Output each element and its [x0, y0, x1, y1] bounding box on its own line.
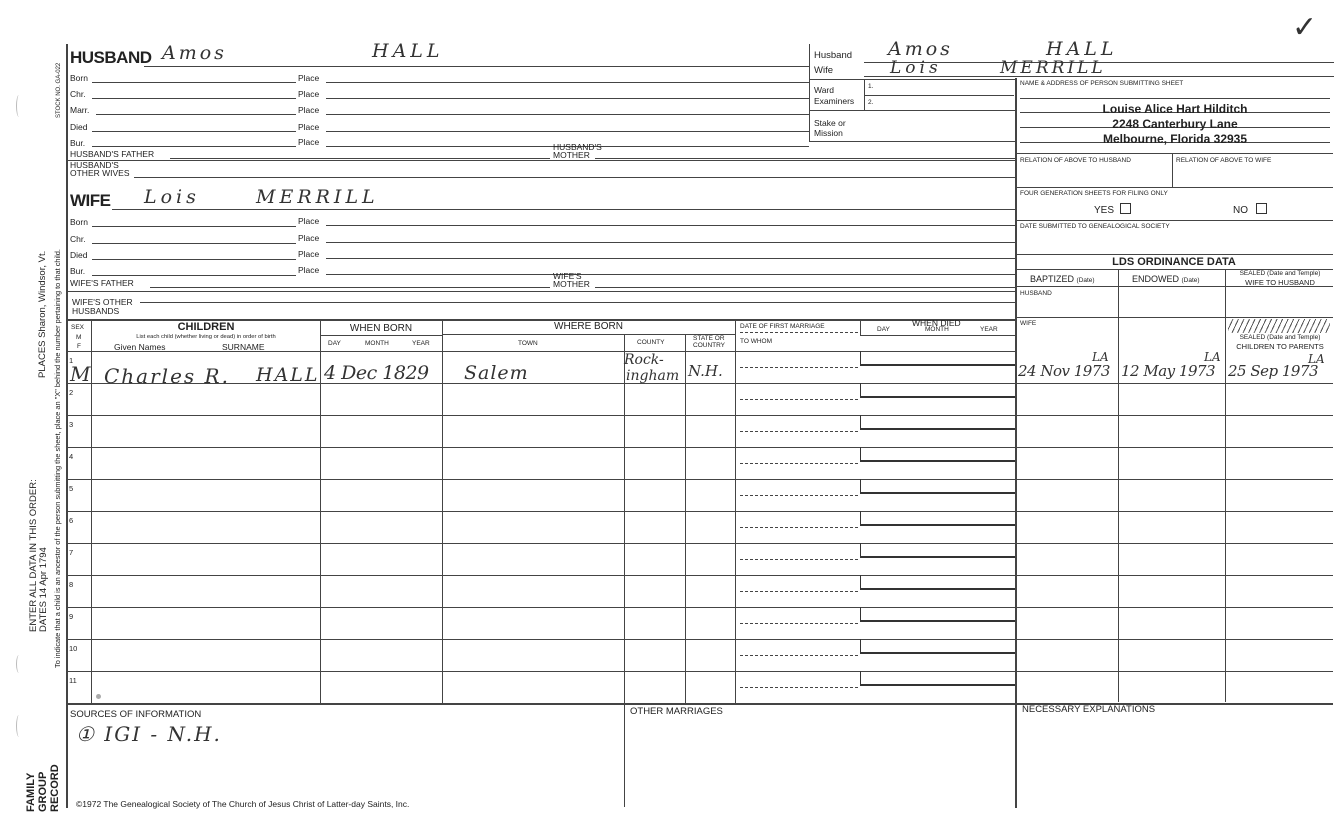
child1-sex: M [70, 362, 91, 386]
wife-mother-line [595, 287, 1015, 288]
wife-mother-label-2: MOTHER [553, 279, 590, 289]
husband-died-line [92, 131, 296, 132]
date-submitted-label: DATE SUBMITTED TO GENEALOGICAL SOCIETY [1020, 223, 1170, 230]
child-row-separator [66, 671, 1333, 672]
four-gen-label: FOUR GENERATION SHEETS FOR FILING ONLY [1020, 190, 1168, 197]
child-row-number: 7 [69, 548, 74, 557]
examiners-label: Examiners [814, 96, 855, 106]
lds-child1-baptized: 24 Nov 1973 [1018, 362, 1110, 380]
examiner-1: 1. [868, 83, 874, 90]
stock-number: STOCK NO. GA-022 [56, 62, 62, 118]
husband-chr-line [92, 98, 296, 99]
child-row-separator [66, 415, 1333, 416]
examiner-mid-line [864, 95, 1014, 96]
submitter-name: Louise Alice Hart Hilditch [1102, 102, 1248, 116]
stake-bottom-line [809, 141, 1015, 142]
child-row-number: 2 [69, 388, 74, 397]
died-bracket [860, 351, 1015, 366]
header-wife-line [864, 76, 1334, 77]
lds-endowed-text: ENDOWED [1132, 274, 1179, 284]
lds-husband-row: HUSBAND [1020, 290, 1052, 297]
marriage-date-dash [740, 655, 858, 656]
child-row-separator [66, 511, 1333, 512]
marriage-date-dash [740, 399, 858, 400]
wife-surname: MERRILL [256, 186, 379, 208]
husband-marr-place-label: Place [298, 105, 320, 115]
ward-label: Ward [814, 85, 834, 95]
wife-born-place-label: Place [298, 216, 320, 226]
four-gen-top-line [1015, 187, 1333, 188]
family-group-record-2: GROUP [37, 771, 49, 812]
lds-wife-row: WIFE [1020, 320, 1037, 327]
margin-instructions: To indicate that a child is an ancestor of the person submitting the sheet, place an "X" behind the number pertaining to that child. [53, 249, 62, 668]
lds-baptized-sub: (Date) [1076, 277, 1095, 284]
husband-died-place-label: Place [298, 122, 320, 132]
lds-child1-sealed: 25 Sep 1973 [1228, 362, 1319, 380]
lds-col-divider-2 [1225, 269, 1226, 702]
died-bracket [860, 607, 1015, 622]
child-row-number: 6 [69, 516, 74, 525]
child-row-number: 1 [69, 356, 74, 365]
husband-marr-line [96, 114, 296, 115]
submitter-city: Melbourne, Florida 32935 [1102, 132, 1248, 146]
wife-bur-place-line [326, 274, 1015, 275]
row11-dot [96, 694, 101, 699]
header-box-left [809, 44, 810, 142]
marriage-date-dash [740, 687, 858, 688]
children-label: CHILDREN [177, 321, 235, 333]
marriage-date-dash [740, 431, 858, 432]
husband-died-place-line [326, 131, 809, 132]
header-husband-given: Amos [888, 38, 953, 60]
child-row-number: 8 [69, 580, 74, 589]
lds-sealed-children-2: CHILDREN TO PARENTS [1236, 342, 1324, 351]
wife-father-label: WIFE'S FATHER [70, 278, 134, 288]
stake-label-2: Mission [814, 128, 843, 138]
child1-county-1: Rock- [624, 352, 664, 368]
husband-other-wives-line [134, 177, 1015, 178]
husband-given-name: Amos [162, 42, 227, 64]
yes-checkbox[interactable] [1120, 203, 1131, 214]
child1-surname: HALL [256, 364, 320, 386]
lds-endowed [1132, 274, 1200, 284]
husband-died-label: Died [70, 122, 88, 132]
binder-hole [16, 715, 22, 737]
died-bracket [860, 575, 1015, 590]
died-bracket [860, 639, 1015, 654]
child1-born: 4 Dec 1829 [324, 362, 429, 384]
submitter-line-1 [1020, 98, 1330, 99]
lds-sealed-2: WIFE TO HUSBAND [1245, 278, 1315, 287]
wife-died-label: Died [70, 250, 88, 260]
family-group-record-3: RECORD [49, 764, 61, 812]
when-born-sub-line [320, 335, 442, 336]
necessary-explanations-label: NECESSARY EXPLANATIONS [1022, 704, 1156, 715]
other-marriages-label: OTHER MARRIAGES [630, 706, 723, 717]
county-col-divider [685, 335, 686, 703]
wife-chr-place-label: Place [298, 233, 320, 243]
wife-father-line [150, 287, 550, 288]
child-row-separator [66, 607, 1333, 608]
wife-chr-label: Chr. [70, 234, 86, 244]
child-row-number: 3 [69, 420, 74, 429]
lds-husband-line [1015, 317, 1333, 318]
wife-mother-label-1: WIFE'S [553, 271, 582, 281]
lds-sealed-children-1: SEALED (Date and Temple) [1239, 334, 1321, 341]
marriage-date-dash [740, 463, 858, 464]
wife-bur-place-label: Place [298, 265, 320, 275]
date-submitted-top-line [1015, 220, 1333, 221]
wife-section-divider [66, 291, 1016, 292]
child1-given-name: Charles R. [104, 364, 230, 388]
marriage-date-dash [740, 495, 858, 496]
sex-label: SEX [71, 324, 85, 331]
husband-bur-place-label: Place [298, 137, 320, 147]
husband-mother-label-1: HUSBAND'S [553, 142, 602, 152]
relation-top-line [1015, 153, 1333, 154]
lds-top-line [1015, 254, 1333, 255]
husband-father-label: HUSBAND'S FATHER [70, 149, 155, 159]
wife-given-name: Lois [144, 186, 200, 208]
child-row-separator [66, 543, 1333, 544]
wife-bur-line [92, 275, 296, 276]
child-row-separator [66, 447, 1333, 448]
lds-col-divider-1 [1118, 269, 1119, 702]
wife-chr-line [92, 243, 296, 244]
wife-born-line [92, 226, 296, 227]
when-died-header: WHEN DIED [912, 318, 961, 328]
lds-title: LDS ORDINANCE DATA [1112, 256, 1236, 268]
town-col-divider [624, 335, 625, 703]
husband-other-wives-1: HUSBAND'S [70, 160, 119, 170]
marriage-date-dash [740, 367, 858, 368]
died-bracket [860, 511, 1015, 526]
lds-header-line [1015, 286, 1333, 287]
yes-label: YES [1094, 205, 1115, 216]
child-row-number: 10 [69, 644, 78, 653]
copyright: ©1972 The Genealogical Society of The Church of Jesus Christ of Latter-day Saints, Inc. [76, 799, 410, 809]
header-husband-label: Husband [814, 50, 853, 61]
margin-dates: DATES 14 Apr 1794 [38, 547, 49, 632]
wife-born-label: Born [70, 217, 88, 227]
child-row-number: 11 [69, 676, 77, 685]
when-born-header: WHEN BORN [349, 323, 413, 334]
wife-other-husbands-2: HUSBANDS [72, 306, 120, 316]
child-row-separator [66, 639, 1333, 640]
relation-divider [1172, 153, 1173, 187]
county-header: COUNTY [637, 339, 665, 346]
husband-marr-place-line [326, 114, 809, 115]
footer-divider-1 [624, 703, 625, 807]
child1-county-2: ingham [626, 368, 680, 384]
first-marriage-header: DATE OF FIRST MARRIAGE [740, 323, 825, 330]
header-wife-surname: MERRILL [1000, 58, 1106, 78]
lds-child1-endowed: 12 May 1973 [1121, 362, 1216, 380]
sex-f: F [77, 343, 81, 350]
child1-town: Salem [464, 362, 529, 384]
marriage-date-dash [740, 623, 858, 624]
died-bracket [860, 479, 1015, 494]
husband-mother-label-2: MOTHER [553, 150, 590, 160]
lds-child1-endowed-temple: LA [1204, 350, 1221, 364]
died-year: YEAR [980, 326, 998, 333]
margin-enter-data: ENTER ALL DATA IN THIS ORDER: [28, 479, 39, 632]
marriage-date-dash [740, 591, 858, 592]
husband-bur-line [92, 146, 296, 147]
lds-child1-baptized-temple: LA [1092, 350, 1109, 364]
stake-label-1: Stake or [814, 118, 846, 128]
husband-name-line [144, 66, 809, 67]
wife-born-place-line [326, 225, 1015, 226]
wife-name-line [112, 209, 1015, 210]
child-row-separator [66, 479, 1333, 480]
given-names-header: Given Names [114, 342, 166, 352]
wife-died-place-line [326, 258, 1015, 259]
examiners-bottom-line [809, 110, 1015, 111]
sources-value: ① IGI - N.H. [76, 722, 222, 746]
died-bracket [860, 671, 1015, 686]
husband-surname: HALL [372, 40, 444, 62]
died-bracket [860, 383, 1015, 398]
surname-header: SURNAME [222, 342, 265, 352]
marriage-date-dash [740, 527, 858, 528]
died-col-divider [860, 319, 861, 335]
margin-places: PLACES Sharon, Windsor, Vt. [37, 250, 48, 378]
lds-endowed-sub: (Date) [1181, 277, 1200, 284]
binder-hole [16, 655, 22, 673]
husband-born-line [92, 82, 296, 83]
child1-state: N.H. [688, 362, 723, 380]
header-wife-label: Wife [814, 65, 833, 76]
state-header-1: STATE OR [693, 335, 725, 342]
lds-child1-sealed-temple: LA [1308, 352, 1325, 366]
died-bracket [860, 447, 1015, 462]
husband-heading: HUSBAND [70, 48, 152, 67]
header-husband-surname: HALL [1046, 38, 1118, 60]
died-day: DAY [877, 326, 890, 333]
sources-label: SOURCES OF INFORMATION [70, 709, 202, 720]
child-row-number: 4 [69, 452, 74, 461]
wife-died-line [92, 259, 296, 260]
born-month: MONTH [365, 340, 389, 347]
wife-heading: WIFE [70, 191, 111, 210]
lds-sealed-1: SEALED (Date and Temple) [1239, 270, 1321, 277]
died-header-line [860, 335, 1015, 336]
to-whom-header: TO WHOM [740, 338, 773, 345]
lds-hatched-cell [1228, 319, 1330, 333]
husband-chr-place-label: Place [298, 89, 320, 99]
child-row-number: 5 [69, 484, 74, 493]
children-sub: List each child (whether living or dead) in order of birth [136, 334, 276, 340]
no-checkbox[interactable] [1256, 203, 1267, 214]
wife-other-husbands-line [140, 302, 1015, 303]
died-bracket [860, 543, 1015, 558]
header-divider [809, 79, 1015, 80]
state-header-2: COUNTRY [693, 342, 726, 349]
lds-baptized [1030, 274, 1095, 284]
husband-chr-place-line [326, 98, 809, 99]
husband-born-place-label: Place [298, 73, 320, 83]
born-day: DAY [328, 340, 341, 347]
first-marriage-dash [740, 332, 858, 333]
relation-husband-label: RELATION OF ABOVE TO HUSBAND [1020, 157, 1131, 164]
relation-wife-label: RELATION OF ABOVE TO WIFE [1176, 157, 1272, 164]
husband-mother-line [595, 158, 1015, 159]
sex-m: M [76, 334, 82, 341]
husband-chr-label: Chr. [70, 89, 86, 99]
lds-baptized-text: BAPTIZED [1030, 274, 1075, 284]
husband-section-divider [66, 160, 1016, 161]
wife-died-place-label: Place [298, 249, 320, 259]
where-born-sub-line [442, 334, 735, 335]
where-born-header: WHERE BORN [554, 321, 623, 332]
husband-bur-label: Bur. [70, 138, 86, 148]
examiner-2: 2. [868, 99, 874, 106]
born-year: YEAR [412, 340, 430, 347]
left-border [66, 44, 68, 808]
husband-born-place-line [326, 82, 809, 83]
header-wife-given: Lois [890, 58, 942, 78]
submitter-street: 2248 Canterbury Lane [1112, 117, 1238, 131]
child-row-number: 9 [69, 612, 74, 621]
wife-other-husbands-1: WIFE'S OTHER [72, 297, 133, 307]
wife-chr-place-line [326, 242, 1015, 243]
died-month: MONTH [925, 326, 949, 333]
check-mark: ✓ [1292, 10, 1318, 45]
submitter-label: NAME & ADDRESS OF PERSON SUBMITTING SHEET [1020, 80, 1184, 87]
no-label: NO [1233, 205, 1248, 216]
child-row-separator [66, 575, 1333, 576]
town-header: TOWN [518, 340, 538, 347]
husband-father-line [170, 158, 550, 159]
husband-born-label: Born [70, 73, 88, 83]
husband-other-wives-2: OTHER WIVES [70, 168, 130, 178]
marriage-date-dash [740, 559, 858, 560]
family-group-record-1: FAMILY [25, 772, 37, 812]
wife-bur-label: Bur. [70, 266, 86, 276]
binder-hole [16, 95, 22, 117]
died-bracket [860, 415, 1015, 430]
husband-marr-label: Marr. [70, 105, 90, 115]
